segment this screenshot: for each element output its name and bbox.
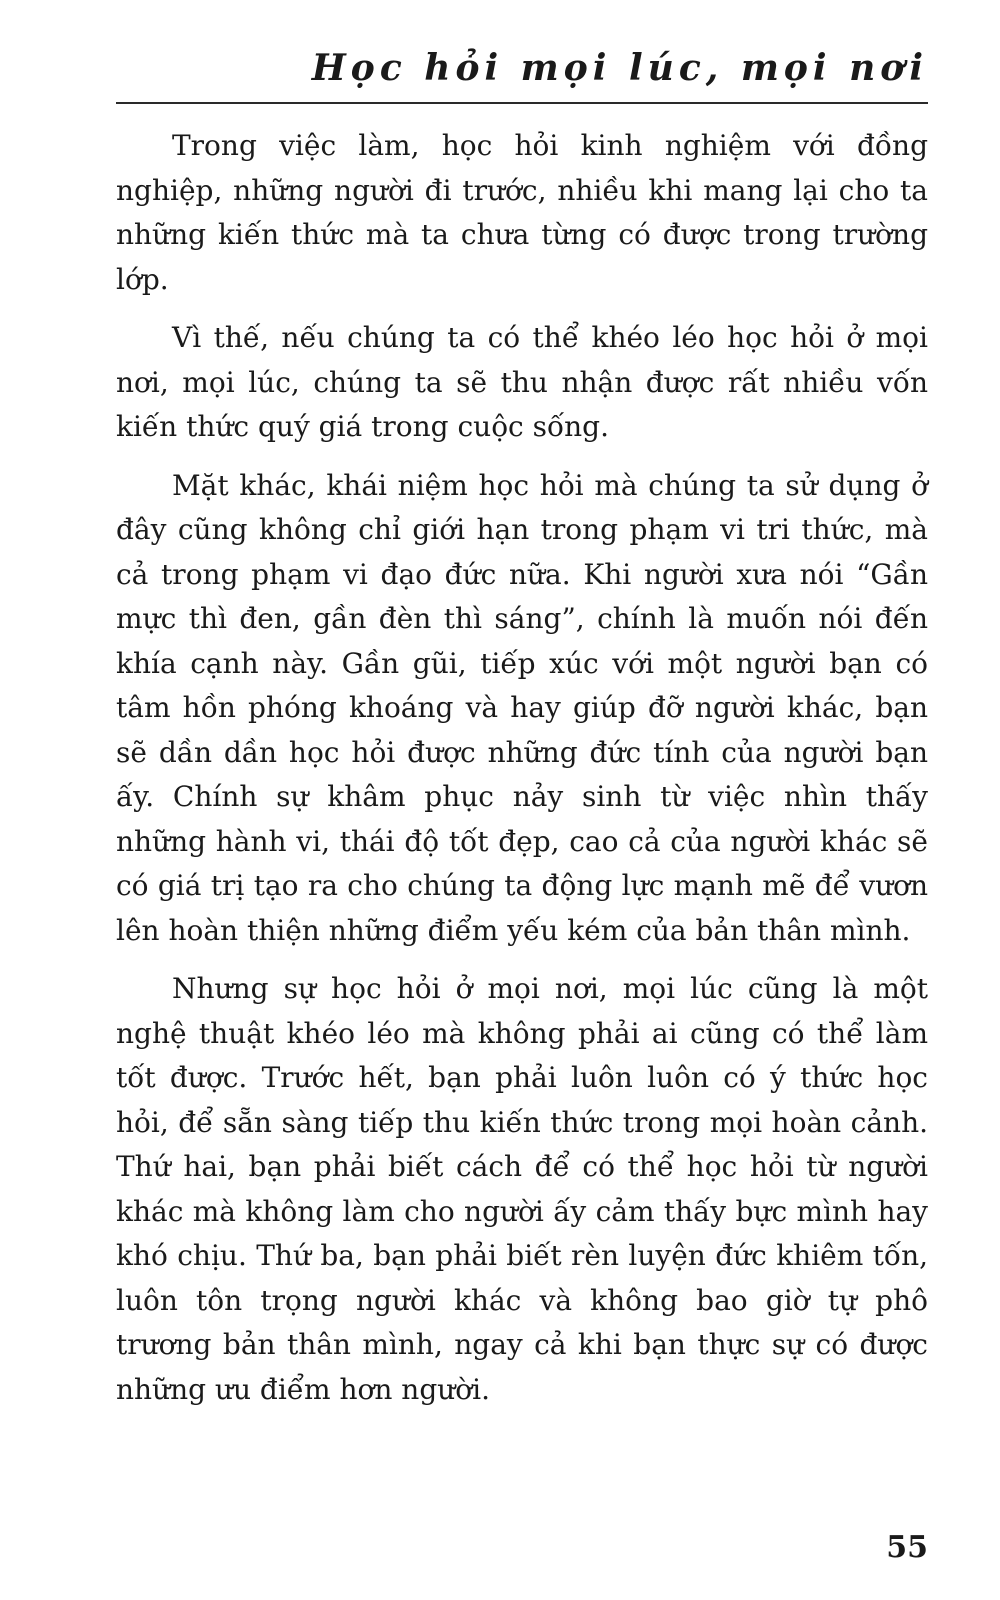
body-text xyxy=(116,124,928,1426)
running-header-title: Học hỏi mọi lúc, mọi nơi xyxy=(311,47,928,89)
header-divider xyxy=(116,102,928,104)
paragraph: Trong việc làm, học hỏi kinh nghiệm với đồng nghiệp, những người đi trước, nhiều khi mang lại cho ta những kiến thức mà ta chưa từng có được trong trường lớp. xyxy=(116,129,928,296)
paragraph: Nhưng sự học hỏi ở mọi nơi, mọi lúc cũng là một nghệ thuật khéo léo mà không phải ai cũng có thể làm tốt được. Trước hết, bạn phải luôn luôn có ý thức học hỏi, để sẵn sàng tiếp thu kiến thức trong mọi hoàn cảnh. Thứ hai, bạn phải biết cách để có thể học hỏi từ người khác mà không làm cho người ấy cảm thấy bực mình hay khó chịu. Thứ ba, bạn phải biết rèn luyện đức khiêm tốn, luôn tôn trọng người khác và không bao giờ tự phô trương bản thân mình, ngay cả khi bạn thực sự có được những ưu điểm hơn người. xyxy=(116,972,928,1406)
paragraph: Mặt khác, khái niệm học hỏi mà chúng ta sử dụng ở đây cũng không chỉ giới hạn trong phạm vi tri thức, mà cả trong phạm vi đạo đức nữa. Khi người xưa nói “Gần mực thì đen, gần đèn thì sáng”, chính là muốn nói đến khía cạnh này. Gần gũi, tiếp xúc với một người bạn có tâm hồn phóng khoáng và hay giúp đỡ người khác, bạn sẽ dần dần học hỏi được những đức tính của người bạn ấy. Chính sự khâm phục nảy sinh từ việc nhìn thấy những hành vi, thái độ tốt đẹp, cao cả của người khác sẽ có giá trị tạo ra cho chúng ta động lực mạnh mẽ để vươn lên hoàn thiện những điểm yếu kém của bản thân mình. xyxy=(116,468,928,947)
page-number: 55 xyxy=(886,1530,928,1565)
paragraph: Vì thế, nếu chúng ta có thể khéo léo học hỏi ở mọi nơi, mọi lúc, chúng ta sẽ thu nhận được rất nhiều vốn kiến thức quý giá trong cuộc sống. xyxy=(116,321,928,443)
